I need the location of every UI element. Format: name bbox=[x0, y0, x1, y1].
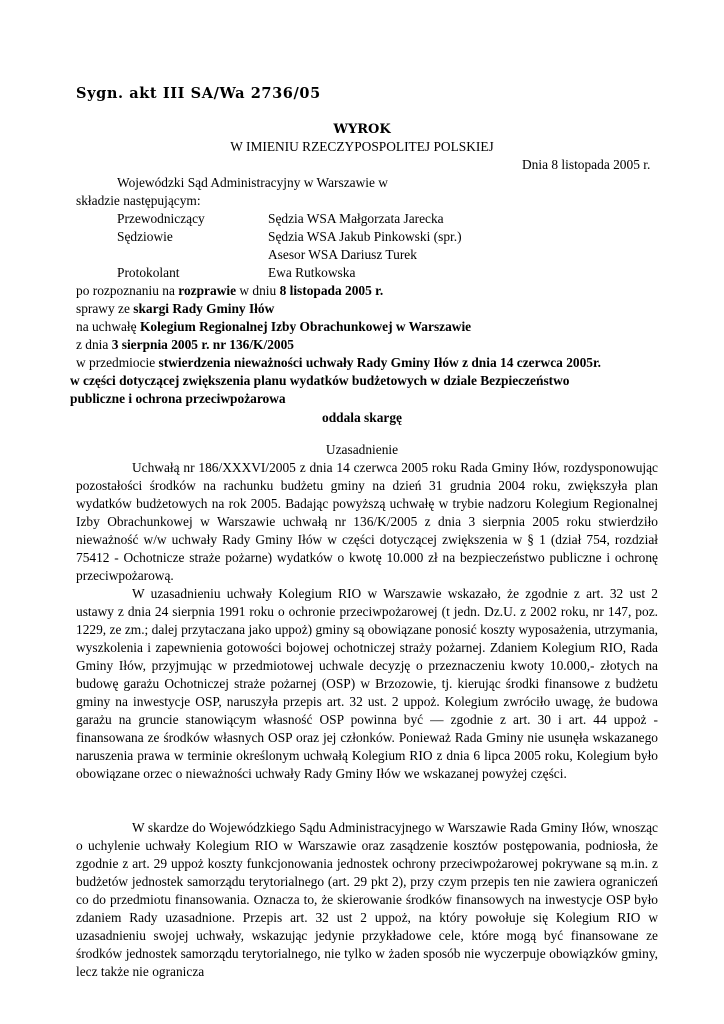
subject-continuation-1: w części dotyczącej zwiększenia planu wydatków budżetowych w dziale Bezpieczeństwo bbox=[70, 373, 570, 388]
panel-name: Asesor WSA Dariusz Turek bbox=[268, 247, 417, 262]
reasoning-heading: Uzasadnienie bbox=[325, 442, 399, 457]
panel-name: Sędzia WSA Jakub Pinkowski (spr.) bbox=[268, 229, 462, 244]
verdict-date: Dnia 8 listopada 2005 r. bbox=[522, 157, 651, 172]
resolution-body: Kolegium Regionalnej Izby Obrachunkowej w Warszawie bbox=[139, 319, 472, 334]
court-line-2: składzie następującym: bbox=[76, 193, 201, 208]
case-reference: Sygn. akt III SA/Wa 2736/05 bbox=[76, 85, 321, 102]
resolution-text: na uchwałę bbox=[76, 319, 140, 334]
hearing-date: 8 listopada 2005 r. bbox=[279, 283, 384, 298]
dated-text: z dnia bbox=[76, 337, 112, 352]
hearing-type: rozprawie bbox=[178, 283, 237, 298]
reasoning-paragraph: W skardze do Wojewódzkiego Sądu Administracyjnego w Warszawie Rada Gminy Iłów, wnosząc o uchylenie uchwały Kolegium RIO w Warszawie oraz zasądzenie kosztów postępowania, podniosła, że zgodnie z art. 29 uppoż koszty funkcjonowania jednostek ochrony przeciwpożarowej pokrywane są m.in. z budżetów jednostek samorządu terytorialnego (art. 29 pkt 2), przy czym przepis ten nie zawiera ograniczeń co do przedmiotu finansowania. Oznacza to, że skierowanie środków finansowych na inwestycje OSP było zdaniem Rady uzasadnione. Przepis art. 32 ust 2 uppoż, na który powołuje się Kolegium RIO w uzasadnieniu swojej uchwały, wskazując jedynie przykładowe cele, które mogą być finansowane ze środków jednostek samorządu terytorialnego, nie tylko w żaden sposób nie wyczerpuje obowiązków gminy, lecz także nie ogranicza bbox=[76, 820, 658, 979]
subject-matter: stwierdzenia nieważności uchwały Rady Gminy Iłów z dnia 14 czerwca 2005r. bbox=[158, 355, 602, 370]
complaint-line bbox=[76, 300, 274, 318]
panel-role: Protokolant bbox=[117, 265, 180, 280]
hearing-line bbox=[76, 282, 383, 300]
hearing-text: po rozpoznaniu na bbox=[76, 283, 179, 298]
panel-name: Ewa Rutkowska bbox=[268, 265, 356, 280]
resolution-line bbox=[76, 318, 471, 336]
reasoning-paragraph: W uzasadnieniu uchwały Kolegium RIO w Warszawie wskazało, że zgodnie z art. 32 ust 2 ustawy z dnia 24 sierpnia 1991 roku o ochronie przeciwpożarowej (t jedn. Dz.U. z 2002 roku, nr 147, poz. 1229, ze zm.; dalej przytaczana jako uppoż) gminy są obowiązane ponosić koszty wyposażenia, utrzymania, wyszkolenia i zapewnienia gotowości bojowej ochotniczej straży pożarnej. Zdaniem Kolegium RIO, Rada Gminy Iłów, przyjmując w przedmiotowej uchwale decyzję o przeznaczeniu kwoty 10.000,- złotych na budowę garażu Ochotniczej straże pożarnej (OSP) w Brzozowie, tj. kierując środki finansowe z budżetu gminy na inwestycje OSP, naruszyła przepis art. 32 ust. 2 uppoż. Kolegium zwróciło uwagę, że budowa garażu na gruncie stanowiącym własność OSP powinna być — zgodnie z art. 30 i art. 44 uppoż - finansowana ze środków własnych OSP oraz jej członków. Ponieważ Rada Gminy nie usunęła wskazanego naruszenia prawa w terminie określonym uchwałą Kolegium RIO z dnia 6 lipca 2005 roku, Kolegium było obowiązane orzec o nieważności uchwały Rady Gminy Iłów we wskazanej powyżej części. bbox=[76, 586, 658, 781]
subject-line bbox=[76, 354, 601, 372]
dated-ref: 3 sierpnia 2005 r. nr 136/K/2005 bbox=[111, 337, 294, 352]
court-line-1: Wojewódzki Sąd Administracyjny w Warszawie w bbox=[117, 175, 388, 190]
reasoning-paragraph: Uchwałą nr 186/XXXVI/2005 z dnia 14 czerwca 2005 roku Rada Gminy Iłów, rozdysponowując pozostałości środków na rachunku budżetu gminy na dzień 31 grudnia 2004 roku, zwiększyła plan wydatków budżetowych na rok 2005. Badając powyższą uchwałę w trybie nadzoru Kolegium Regionalnej Izby Obrachunkowej w Warszawie uchwałą nr 136/K/2005 z dnia 3 sierpnia 2005 roku stwierdziło nieważność w/w uchwały Rady Gminy Iłów w części dotyczącej zwiększenia w § 1 (dział 754, rozdział 75412 - Ochotnicze straże pożarne) wydatków o kwotę 10.000 zł na bezpieczeństwo publiczne i ochronę przeciwpożarową. bbox=[76, 460, 658, 583]
verdict-ruling: oddala skargę bbox=[322, 410, 402, 425]
verdict-title: WYROK bbox=[333, 122, 391, 137]
panel-role: Sędziowie bbox=[117, 229, 173, 244]
subject-continuation-2: publiczne i ochrona przeciwpożarowa bbox=[70, 391, 286, 406]
panel-name: Sędzia WSA Małgorzata Jarecka bbox=[268, 211, 444, 226]
complaint-text: sprawy ze bbox=[76, 301, 134, 316]
verdict-subtitle: W IMIENIU RZECZYPOSPOLITEJ POLSKIEJ bbox=[230, 139, 494, 154]
dated-line bbox=[76, 336, 294, 354]
hearing-text: w dniu bbox=[236, 283, 280, 298]
panel-role: Przewodniczący bbox=[117, 211, 205, 226]
complaint-party: skargi Rady Gminy Iłów bbox=[133, 301, 275, 316]
subject-text: w przedmiocie bbox=[76, 355, 159, 370]
